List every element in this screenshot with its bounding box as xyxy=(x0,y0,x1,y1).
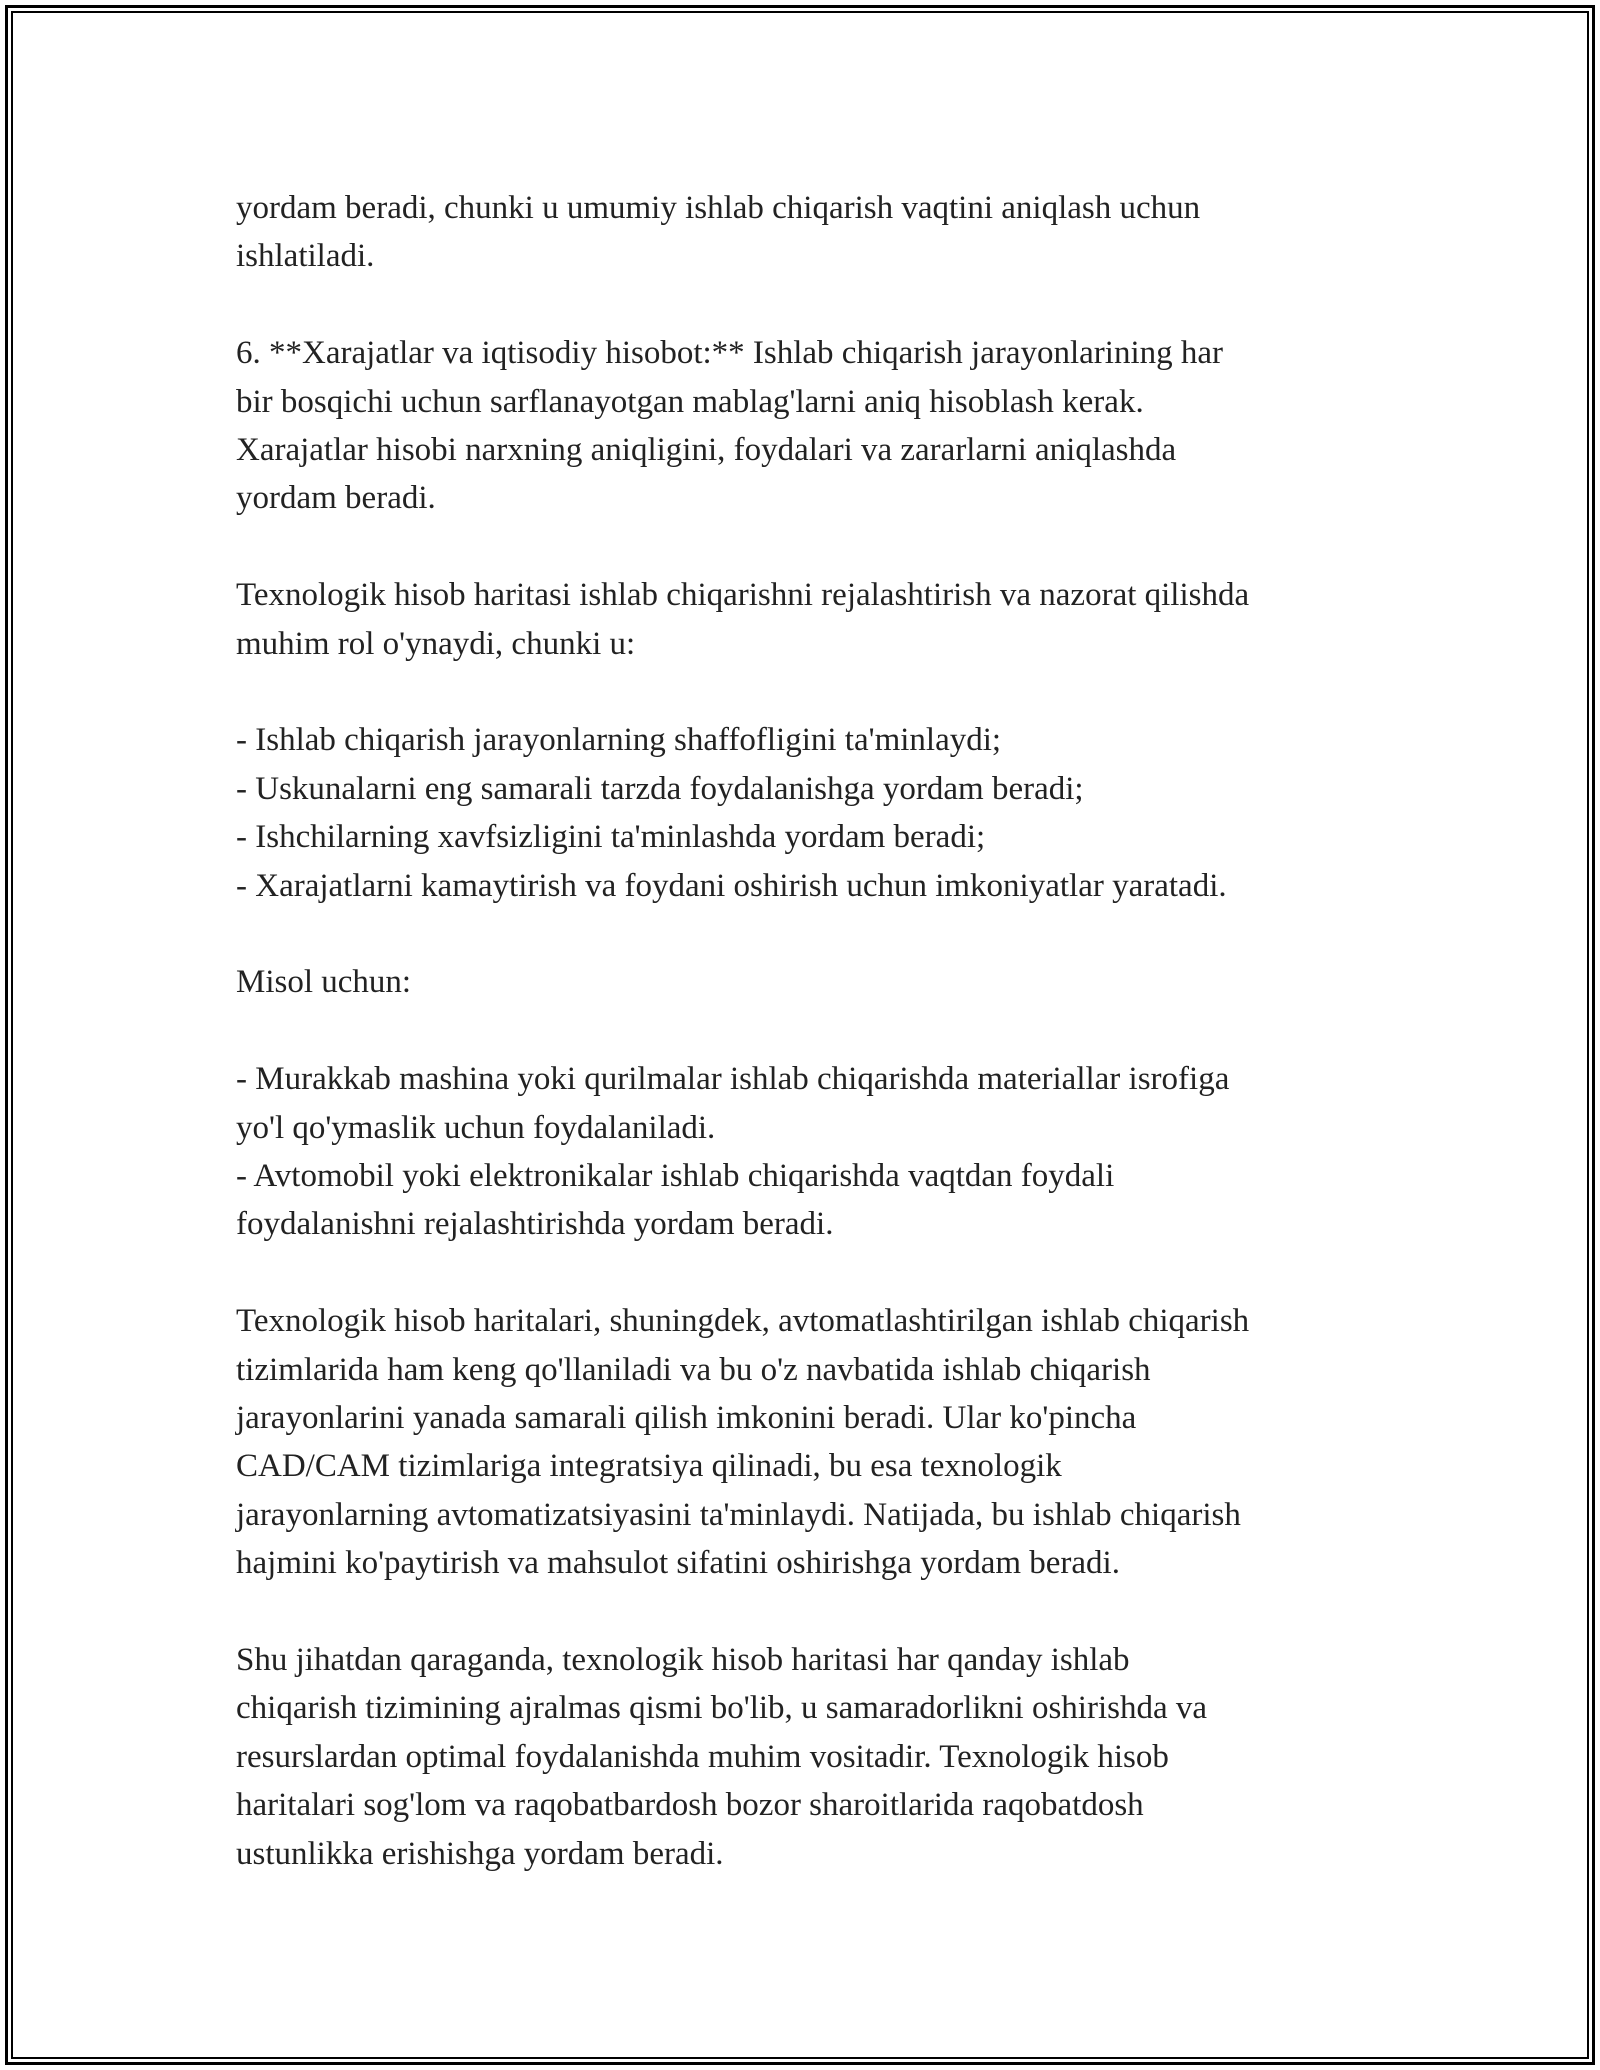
text-line: CAD/CAM tizimlariga integratsiya qilinadi, bu esa texnologik xyxy=(236,1448,1062,1485)
text-line: yordam beradi, chunki u umumiy ishlab chiqarish vaqtini aniqlash uchun xyxy=(236,190,1201,226)
text-line: chiqarish tizimining ajralmas qismi bo'lib, u samaradorlikni oshirishda va xyxy=(236,1690,1208,1727)
paragraph-automation xyxy=(236,1297,1396,1587)
list-item-continuation: foydalanishni rejalashtirishda yordam beradi. xyxy=(236,1206,834,1243)
text-line: resurslardan optimal foydalanishda muhim vositadir. Texnologik hisob xyxy=(236,1738,1169,1775)
text-line: muhim rol o'ynaydi, chunki u: xyxy=(236,625,636,662)
document-body xyxy=(236,184,1396,1927)
text-line: 6. **Xarajatlar va iqtisodiy hisobot:** Ishlab chiqarish jarayonlarining har xyxy=(236,335,1224,372)
text-line: haritalari sog'lom va raqobatbardosh bozor sharoitlarida raqobatdosh xyxy=(236,1787,1144,1824)
text-line: ishlatiladi. xyxy=(236,238,375,275)
list-item: - Ishchilarning xavfsizligini ta'minlashda yordam beradi; xyxy=(236,819,986,856)
list-item: - Uskunalarni eng samarali tarzda foydalanishga yordam beradi; xyxy=(236,770,1084,807)
text-line: jarayonlarini yanada samarali qilish imkonini beradi. Ular ko'pincha xyxy=(236,1400,1137,1437)
text-line: Texnologik hisob haritalari, shuningdek, avtomatlashtirilgan ishlab chiqarish xyxy=(236,1303,1250,1340)
text-line: yordam beradi. xyxy=(236,480,436,517)
text-line: tizimlarida ham keng qo'llaniladi va bu o'z navbatida ishlab chiqarish xyxy=(236,1351,1151,1388)
list-item: - Avtomobil yoki elektronikalar ishlab chiqarishda vaqtdan foydali xyxy=(236,1158,1115,1195)
text-line: bir bosqichi uchun sarflanayotgan mablag'larni aniq hisoblash kerak. xyxy=(236,383,1144,420)
text-line: Shu jihatdan qaraganda, texnologik hisob haritasi har qanday ishlab xyxy=(236,1642,1130,1679)
text-line: Xarajatlar hisobi narxning aniqligini, foydalari va zararlarni aniqlashda xyxy=(236,432,1177,469)
text-line: ustunlikka erishishga yordam beradi. xyxy=(236,1835,724,1872)
paragraph-conclusion xyxy=(236,1636,1396,1878)
paragraph-role-intro xyxy=(236,571,1396,668)
list-item: - Murakkab mashina yoki qurilmalar ishlab chiqarishda materiallar isrofiga xyxy=(236,1061,1230,1098)
text-line: hajmini ko'paytirish va mahsulot sifatini oshirishga yordam beradi. xyxy=(236,1545,1120,1582)
role-list xyxy=(236,716,1396,910)
paragraph-example-heading xyxy=(236,958,1396,1006)
list-item: - Ishlab chiqarish jarayonlarning shaffofligini ta'minlaydi; xyxy=(236,722,1002,759)
paragraph-item-6 xyxy=(236,329,1396,523)
text-line: Texnologik hisob haritasi ishlab chiqarishni rejalashtirish va nazorat qilishda xyxy=(236,577,1250,614)
example-list xyxy=(236,1055,1396,1249)
paragraph-continuation xyxy=(236,184,1396,281)
text-line: Misol uchun: xyxy=(236,964,412,1001)
list-item: - Xarajatlarni kamaytirish va foydani oshirish uchun imkoniyatlar yaratadi. xyxy=(236,867,1227,904)
list-item-continuation: yo'l qo'ymaslik uchun foydalaniladi. xyxy=(236,1109,716,1146)
text-line: jarayonlarning avtomatizatsiyasini ta'minlaydi. Natijada, bu ishlab chiqarish xyxy=(236,1496,1241,1533)
